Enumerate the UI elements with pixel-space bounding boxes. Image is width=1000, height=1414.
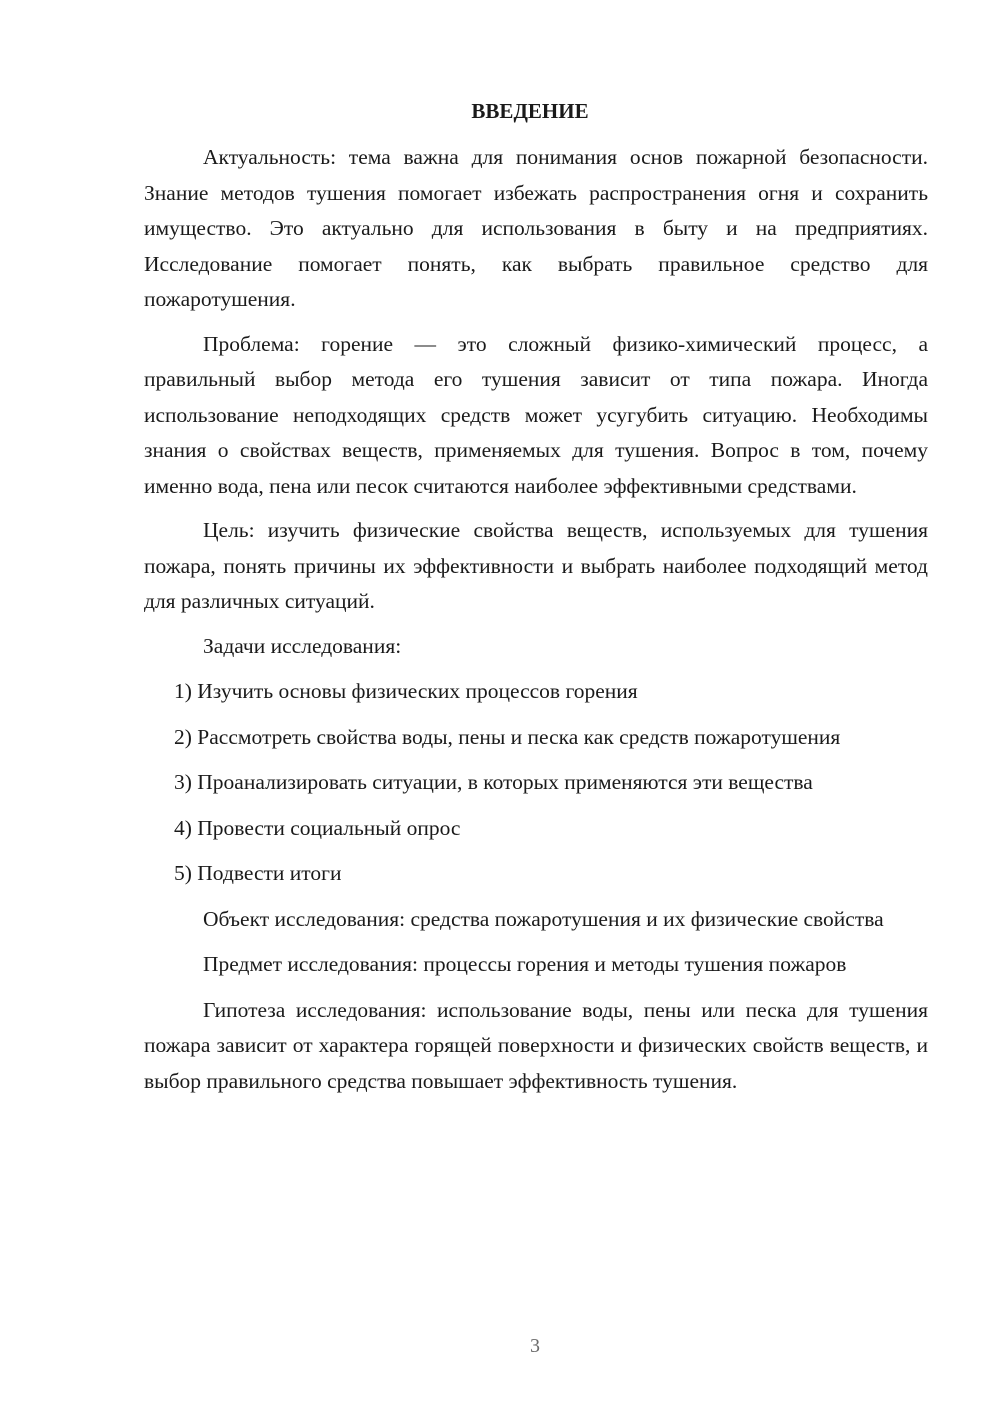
goal-paragraph: Цель: изучить физические свойства веществ, используемых для тушения пожара, понять причины их эффективности и выбрать наиболее подходящий метод для различных ситуаций.: [144, 518, 928, 613]
object-paragraph: Объект исследования: средства пожаротушения и их физические свойства: [203, 906, 884, 931]
task-item: 5) Подвести итоги: [174, 861, 342, 885]
problem-paragraph: Проблема: горение — это сложный физико-химический процесс, а правильный выбор метода его тушения зависит от типа пожара. Иногда использование неподходящих средств может усугубить ситуацию. Необходимы знания о свойствах веществ, применяемых для тушения. Вопрос в том, почему именно вода, пена или песок считаются наиболее эффективными средствами.: [144, 331, 928, 498]
document-page: [144, 96, 928, 1099]
hypothesis-paragraph: Гипотеза исследования: использование воды, пены или песка для тушения пожара зависит от характера горящей поверхности и физических свойств веществ, и выбор правильного средства повышает эффективность тушения.: [144, 997, 928, 1093]
page-title: ВВЕДЕНИЕ: [471, 99, 589, 123]
subject-paragraph: Предмет исследования: процессы горения и методы тушения пожаров: [203, 952, 847, 976]
task-item: 1) Изучить основы физических процессов горения: [174, 679, 638, 703]
relevance-paragraph: Актуальность: тема важна для понимания основ пожарной безопасности. Знание методов тушения помогает избежать распространения огня и сохранить имущество. Это актуально для использования в быту и на предприятиях. Исследование помогает понять, как выбрать правильное средство для пожаротушения.: [144, 145, 928, 311]
page-number: 3: [530, 1335, 540, 1357]
task-item: 4) Провести социальный опрос: [174, 815, 461, 840]
task-item: 2) Рассмотреть свойства воды, пены и песка как средств пожаротушения: [174, 724, 841, 749]
task-item: 3) Проанализировать ситуации, в которых применяются эти вещества: [174, 770, 813, 794]
tasks-heading: Задачи исследования:: [203, 633, 402, 658]
